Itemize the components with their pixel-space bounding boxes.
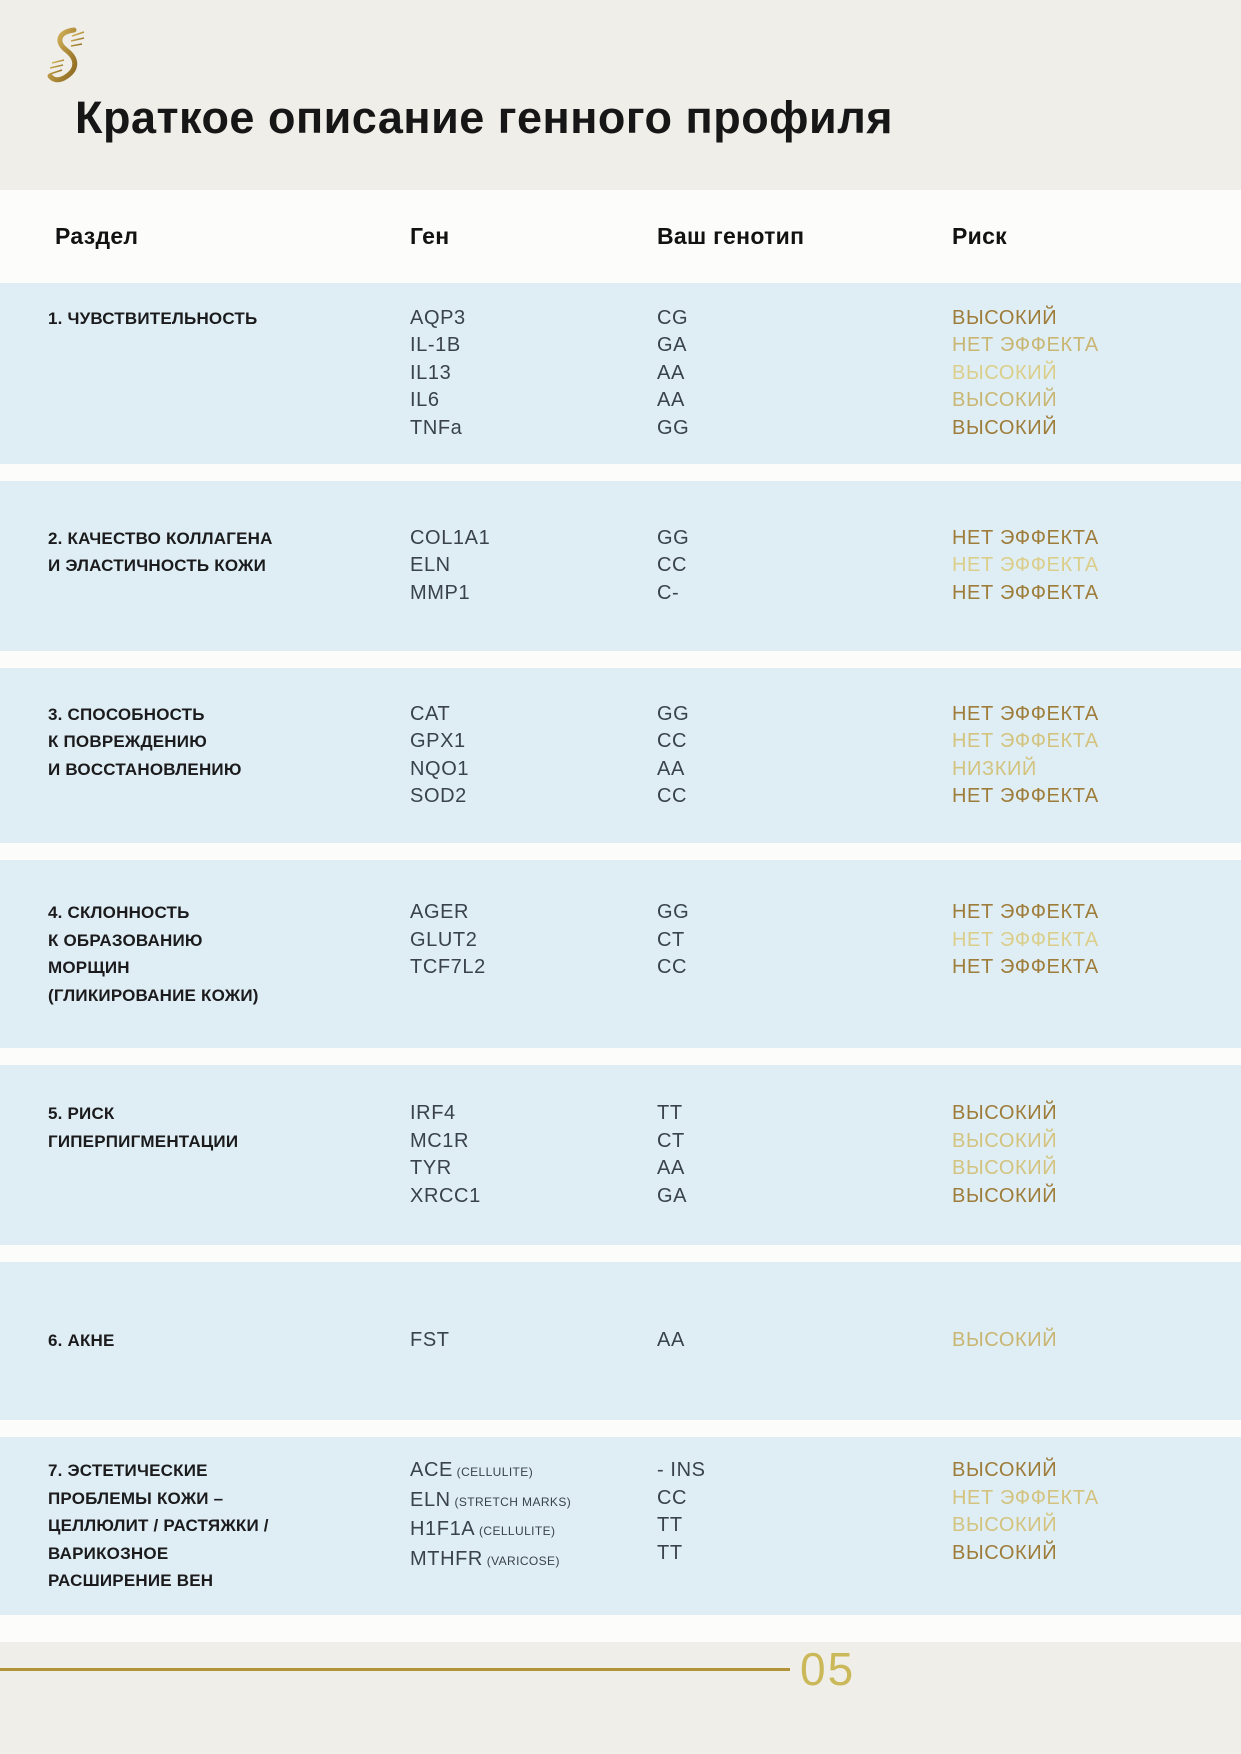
genotype-value: CC [657,554,688,577]
genotype-value: GA [657,1184,688,1207]
gene-name: FST [410,1329,450,1352]
page-number: 05 [800,1643,856,1695]
page-title: Краткое описание генного профиля [75,92,894,143]
genotype-value: AA [657,1329,685,1352]
gene-name: ELN [410,554,451,577]
genotype-column [657,305,952,443]
genotype-value: TT [657,1541,683,1564]
gene-name: AQP3 [410,306,466,329]
gene-name: COL1A1 [410,526,491,549]
section-label-line: ПРОБЛЕМЫ КОЖИ – [48,1488,224,1508]
genotype-value: GG [657,526,690,549]
risk-value: НЕТ ЭФФЕКТА [952,956,1099,978]
gene-name: ELN (STRETCH MARKS) [410,1488,572,1511]
risk-value: НЕТ ЭФФЕКТА [952,730,1099,752]
gene-column [410,899,657,982]
risk-column [952,1457,1241,1567]
genotype-value: CC [657,785,688,807]
section-label-line: И ЭЛАСТИЧНОСТЬ КОЖИ [48,556,267,576]
gene-column [410,1327,657,1355]
risk-column [952,701,1241,811]
gene-column [410,525,657,608]
footer-divider [0,1668,790,1671]
risk-value: НЕТ ЭФФЕКТА [952,554,1099,577]
genotype-value: - INS [657,1459,706,1482]
genotype-value: CC [657,956,688,978]
genotype-column [657,1327,952,1355]
risk-value: ВЫСОКИЙ [952,1157,1058,1179]
gene-name: IL13 [410,361,452,384]
risk-column [952,525,1241,608]
risk-value: НИЗКИЙ [952,757,1037,780]
section-label [0,1100,410,1155]
genotype-value: AA [657,361,685,384]
section-label [0,1327,410,1355]
risk-value: ВЫСОКИЙ [952,1514,1058,1537]
risk-value: ВЫСОКИЙ [952,389,1058,412]
table-section-band [0,860,1241,1048]
risk-value: НЕТ ЭФФЕКТА [952,785,1099,807]
section-label-line: 5. РИСК [48,1104,115,1123]
section-label-line: К ПОВРЕЖДЕНИЮ [48,732,207,751]
gene-name: IL6 [410,389,440,412]
gene-note: (VARICOSE) [482,1553,560,1568]
risk-value: ВЫСОКИЙ [952,1329,1058,1352]
gene-name: MMP1 [410,581,471,604]
risk-value: ВЫСОКИЙ [952,1102,1058,1124]
risk-value: ВЫСОКИЙ [952,416,1058,439]
genotype-value: CT [657,928,685,951]
genotype-column [657,1100,952,1210]
column-header-risk: Риск [952,223,1007,249]
risk-value: НЕТ ЭФФЕКТА [952,526,1099,549]
gene-column [410,305,657,443]
risk-value: ВЫСОКИЙ [952,1184,1058,1207]
risk-value: ВЫСОКИЙ [952,1541,1058,1564]
section-label-line: 6. АКНЕ [48,1331,115,1351]
gene-name: IL-1B [410,334,461,357]
gene-note: (CELLULITE) [452,1465,534,1480]
section-label-line: К ОБРАЗОВАНИЮ [48,930,203,950]
gene-column [410,701,657,811]
section-label-line: 3. СПОСОБНОСТЬ [48,704,205,724]
gene-name: AGER [410,901,470,923]
section-label [0,899,410,1009]
gene-name: GLUT2 [410,928,478,951]
risk-value: НЕТ ЭФФЕКТА [952,928,1099,951]
gene-name: GPX1 [410,730,466,752]
dna-helix-logo-icon [44,26,92,88]
section-label [0,701,410,784]
risk-value: НЕТ ЭФФЕКТА [952,1486,1099,1509]
risk-value: ВЫСОКИЙ [952,361,1058,384]
risk-value: НЕТ ЭФФЕКТА [952,901,1099,923]
genotype-column [657,525,952,608]
genotype-value: GA [657,334,688,357]
gene-name: H1F1A (CELLULITE) [410,1518,556,1541]
risk-value: ВЫСОКИЙ [952,306,1058,329]
gene-name: MC1R [410,1129,470,1152]
gene-column [410,1457,657,1575]
genotype-column [657,701,952,811]
gene-name: CAT [410,702,451,725]
section-label [0,1457,410,1595]
genotype-value: CG [657,306,689,329]
section-label-line: 7. ЭСТЕТИЧЕСКИЕ [48,1461,208,1481]
genotype-column [657,1457,952,1567]
genotype-value: GG [657,901,690,923]
gene-name: SOD2 [410,785,467,807]
genotype-value: CT [657,1129,685,1152]
table-header-row [0,190,1241,283]
section-label-line: ВАРИКОЗНОЕ [48,1543,169,1563]
table-section-band [0,1065,1241,1245]
column-header-gene: Ген [410,223,450,249]
table-section-band [0,481,1241,651]
risk-value: НЕТ ЭФФЕКТА [952,702,1099,725]
table-section-band [0,283,1241,464]
section-label-line: 4. СКЛОННОСТЬ [48,903,190,922]
genotype-column [657,899,952,982]
genotype-value: TT [657,1514,683,1537]
gene-column [410,1100,657,1210]
gene-note: (CELLULITE) [475,1524,556,1539]
genotype-value: CC [657,1486,688,1509]
column-header-section: Раздел [55,223,139,249]
section-label-line: РАСШИРЕНИЕ ВЕН [48,1571,214,1591]
sections-container [0,283,1241,1615]
gene-name: TYR [410,1157,452,1179]
risk-value: ВЫСОКИЙ [952,1459,1058,1482]
section-label-line: (ГЛИКИРОВАНИЕ КОЖИ) [48,985,259,1005]
section-label-line: 1. ЧУВСТВИТЕЛЬНОСТЬ [48,308,258,328]
gene-name: TCF7L2 [410,956,486,978]
risk-column [952,1100,1241,1210]
table-section-band [0,1262,1241,1420]
risk-value: НЕТ ЭФФЕКТА [952,334,1099,357]
risk-value: ВЫСОКИЙ [952,1129,1058,1152]
section-label [0,305,410,333]
genotype-value: TT [657,1102,683,1124]
section-label-line: 2. КАЧЕСТВО КОЛЛАГЕНА [48,528,273,548]
table-section-band [0,668,1241,843]
gene-name: MTHFR (VARICOSE) [410,1547,560,1570]
table-section-band [0,1437,1241,1615]
genotype-value: AA [657,757,685,780]
risk-value: НЕТ ЭФФЕКТА [952,581,1099,604]
section-label-line: И ВОССТАНОВЛЕНИЮ [48,759,242,779]
column-header-genotype: Ваш генотип [657,223,805,249]
gene-name: TNFa [410,416,463,439]
gene-note: (STRETCH MARKS) [450,1494,572,1509]
genotype-value: C- [657,581,680,604]
genotype-value: CC [657,730,688,752]
section-label-line: ГИПЕРПИГМЕНТАЦИИ [48,1131,239,1151]
genotype-value: GG [657,702,690,725]
genotype-value: AA [657,389,685,412]
gene-name: XRCC1 [410,1184,481,1207]
risk-column [952,899,1241,982]
gene-name: IRF4 [410,1102,456,1124]
section-label-line: МОРЩИН [48,958,130,977]
gene-profile-table [0,190,1241,1642]
genotype-value: GG [657,416,690,439]
gene-name: ACE (CELLULITE) [410,1459,534,1482]
genotype-value: AA [657,1157,685,1179]
risk-column [952,305,1241,443]
gene-name: NQO1 [410,757,470,780]
section-label-line: ЦЕЛЛЮЛИТ / РАСТЯЖКИ / [48,1516,269,1536]
risk-column [952,1327,1241,1355]
section-label [0,525,410,580]
